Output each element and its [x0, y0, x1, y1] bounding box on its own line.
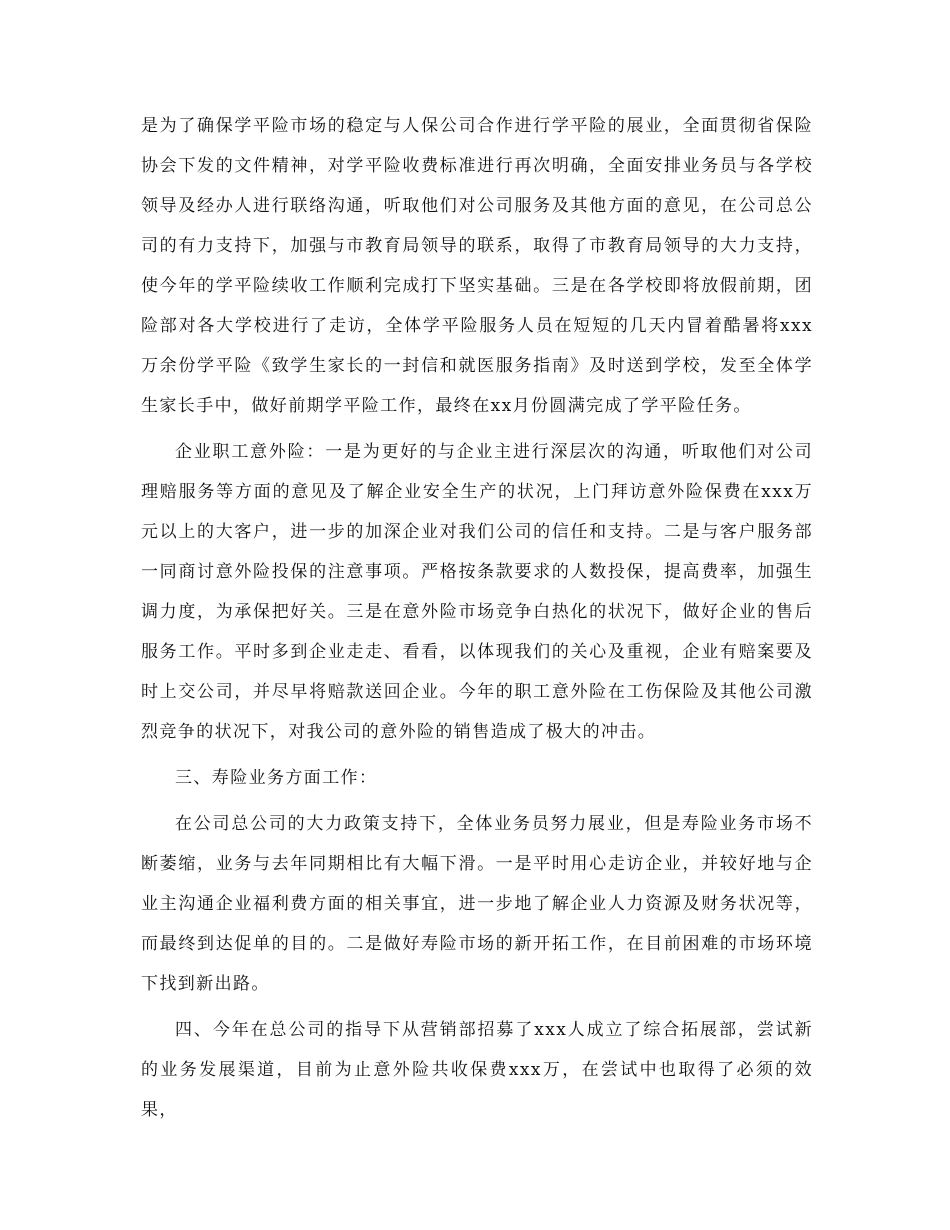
document-body: [141, 106, 813, 1130]
paragraph-student-insurance: 是为了确保学平险市场的稳定与人保公司合作进行学平险的展业，全面贯彻省保险协会下发的文件精神，对学平险收费标准进行再次明确，全面安排业务员与各学校领导及经办人进行联络沟通，听取他们对公司服务及其他方面的意见，在公司总公司的有力支持下，加强与市教育局领导的联系，取得了市教育局领导的大力支持，使今年的学平险续收工作顺利完成打下坚实基础。三是在各学校即将放假前期，团险部对各大学校进行了走访，全体学平险服务人员在短短的几天内冒着酷暑将xxx万余份学平险《致学生家长的一封信和就医服务指南》及时送到学校，发至全体学生家长手中，做好前期学平险工作，最终在xx月份圆满完成了学平险任务。: [141, 116, 813, 416]
section-heading-life-insurance: 三、寿险业务方面工作：: [175, 768, 378, 788]
paragraph-expansion-department: 四、今年在总公司的指导下从营销部招募了xxx人成立了综合拓展部，尝试新的业务发展渠道，目前为止意外险共收保费xxx万，在尝试中也取得了必须的效果，: [141, 1020, 813, 1120]
paragraph-life-insurance: 在公司总公司的大力政策支持下，全体业务员努力展业，但是寿险业务市场不断萎缩，业务与去年同期相比有大幅下滑。一是平时用心走访企业，并较好地与企业主沟通企业福利费方面的相关事宜，进一步地了解企业人力资源及财务状况等，而最终到达促单的目的。二是做好寿险市场的新开拓工作，在目前困难的市场环境下找到新出路。: [141, 814, 813, 994]
paragraph-employee-accident-insurance: 企业职工意外险：一是为更好的与企业主进行深层次的沟通，听取他们对公司理赔服务等方面的意见及了解企业安全生产的状况，上门拜访意外险保费在xxx万元以上的大客户，进一步的加深企业对我们公司的信任和支持。二是与客户服务部一同商讨意外险投保的注意事项。严格按条款要求的人数投保，提高费率，加强生调力度，为承保把好关。三是在意外险市场竞争白热化的状况下，做好企业的售后服务工作。平时多到企业走走、看看，以体现我们的关心及重视，企业有赔案要及时上交公司，并尽早将赔款送回企业。今年的职工意外险在工伤保险及其他公司激烈竞争的状况下，对我公司的意外险的销售造成了极大的冲击。: [141, 442, 813, 742]
